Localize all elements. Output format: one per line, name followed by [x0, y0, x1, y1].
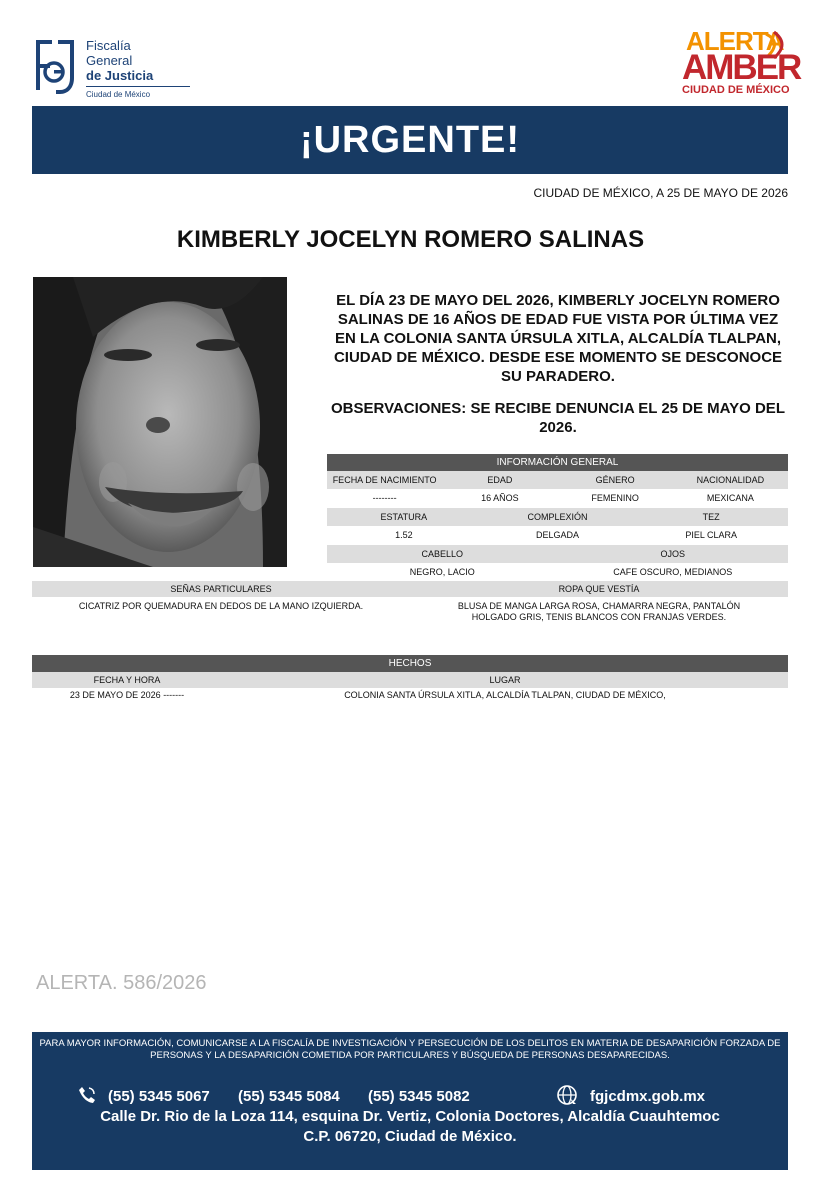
value-distinguishing-marks: CICATRIZ POR QUEMADURA EN DEDOS DE LA MANO IZQUIERDA.	[78, 601, 364, 611]
value-gender: FEMENINO	[591, 493, 639, 503]
general-info-title: INFORMACIÓN GENERAL	[327, 454, 788, 471]
value-hair: NEGRO, LACIO	[409, 567, 475, 577]
footer-note: PARA MAYOR INFORMACIÓN, COMUNICARSE A LA FISCALÍA DE INVESTIGACIÓN Y PERSECUCIÓN DE LOS DELITOS EN MATERIA DE DESAPARICIÓN FORZADA DE PERSONAS Y LA DESAPARICIÓN COMETIDA POR PARTICULARES Y BÚSQUEDA DE PERSONAS DESAPARECIDAS.	[39, 1038, 781, 1061]
website-link[interactable]: fgjcdmx.gob.mx	[590, 1088, 706, 1105]
header-birthdate: FECHA DE NACIMIENTO	[332, 475, 437, 485]
table-header-row	[327, 471, 788, 489]
observations-text: OBSERVACIONES: SE RECIBE DENUNCIA EL 25 DE MAYO DEL 2026.	[331, 400, 785, 436]
value-eyes: CAFE OSCURO, MEDIANOS	[613, 567, 733, 577]
header-build: COMPLEXIÓN	[527, 512, 588, 522]
fgj-logo-line3: de Justicia	[86, 68, 154, 83]
table-row	[32, 597, 788, 631]
value-datetime: 23 DE MAYO DE 2026 -------	[69, 690, 185, 700]
amber-logo-line1: ALERTA	[686, 26, 784, 56]
table-header-row	[327, 508, 788, 526]
facts-title: HECHOS	[32, 655, 788, 672]
globe-icon	[556, 1084, 578, 1106]
value-complexion: PIEL CLARA	[685, 530, 738, 540]
value-height: 1.52	[395, 530, 413, 540]
value-age: 16 AÑOS	[481, 493, 519, 503]
table-header-row	[32, 672, 788, 688]
header-place: LUGAR	[489, 675, 521, 685]
general-info-table	[327, 454, 788, 582]
phone-number-2[interactable]: (55) 5345 5084	[238, 1088, 340, 1105]
table-row	[327, 489, 788, 508]
header-complexion: TEZ	[702, 512, 720, 522]
fgj-logo-line2: General	[86, 53, 133, 68]
header-hair: CABELLO	[421, 549, 464, 559]
table-row	[327, 526, 788, 545]
header-height: ESTATURA	[380, 512, 428, 522]
phone-number-1[interactable]: (55) 5345 5067	[108, 1088, 210, 1105]
table-header-row	[32, 581, 788, 597]
amber-logo-line3: CIUDAD DE MÉXICO	[682, 84, 790, 96]
urgent-banner: ¡URGENTE!	[32, 106, 788, 174]
value-place: COLONIA SANTA ÚRSULA XITLA, ALCALDÍA TLALPAN, CIUDAD DE MÉXICO,	[344, 690, 666, 700]
header-datetime: FECHA Y HORA	[93, 675, 161, 685]
table-header-row	[327, 545, 788, 563]
marks-clothing-table	[32, 581, 788, 631]
value-birthdate: --------	[372, 493, 397, 503]
address-line1: Calle Dr. Rio de la Loza 114, esquina Dr. Vertiz, Colonia Doctores, Alcaldía Cuauhtemoc	[100, 1108, 720, 1125]
value-build: DELGADA	[536, 530, 580, 540]
person-name: KIMBERLY JOCELYN ROMERO SALINAS	[176, 226, 645, 253]
phone-number-3[interactable]: (55) 5345 5082	[368, 1088, 470, 1105]
amber-logo-line2: AMBER	[682, 48, 801, 87]
header-distinguishing-marks: SEÑAS PARTICULARES	[170, 584, 272, 594]
phone-icon	[78, 1086, 96, 1104]
facts-table	[32, 655, 788, 702]
footer	[32, 1032, 788, 1170]
header-eyes: OJOS	[660, 549, 685, 559]
fgj-emblem-icon	[32, 34, 78, 98]
fgj-logo-line4: Ciudad de México	[86, 90, 151, 99]
header-age: EDAD	[487, 475, 513, 485]
value-clothing: BLUSA DE MANGA LARGA ROSA, CHAMARRA NEGRA, PANTALÓN HOLGADO GRIS, TENIS BLANCOS CON FRANJAS VERDES.	[457, 601, 741, 622]
header-nationality: NACIONALIDAD	[696, 475, 765, 485]
alert-number: ALERTA. 586/2026	[36, 972, 207, 994]
fgj-logo-divider	[86, 86, 190, 87]
header-clothing: ROPA QUE VESTÍA	[558, 584, 640, 594]
description-text: EL DÍA 23 DE MAYO DEL 2026, KIMBERLY JOCELYN ROMERO SALINAS DE 16 AÑOS DE EDAD FUE VISTA POR ÚLTIMA VEZ EN LA COLONIA SANTA ÚRSULA XITLA, ALCALDÍA TLALPAN, CIUDAD DE MÉXICO. DESDE ESE MOMENTO SE DESCONOCE SU PARADERO.	[333, 292, 783, 385]
person-photo	[33, 277, 287, 567]
fgj-logo	[32, 34, 192, 100]
table-row	[327, 563, 788, 582]
portrait-image	[33, 277, 287, 567]
header-gender: GÉNERO	[595, 475, 635, 485]
alerta-amber-logo	[680, 26, 801, 102]
table-row	[32, 688, 788, 702]
date-line: CIUDAD DE MÉXICO, A 25 DE MAYO DE 2026	[533, 186, 788, 200]
address-line2: C.P. 06720, Ciudad de México.	[303, 1128, 517, 1145]
fgj-logo-line1: Fiscalía	[86, 38, 131, 53]
value-nationality: MEXICANA	[706, 493, 754, 503]
